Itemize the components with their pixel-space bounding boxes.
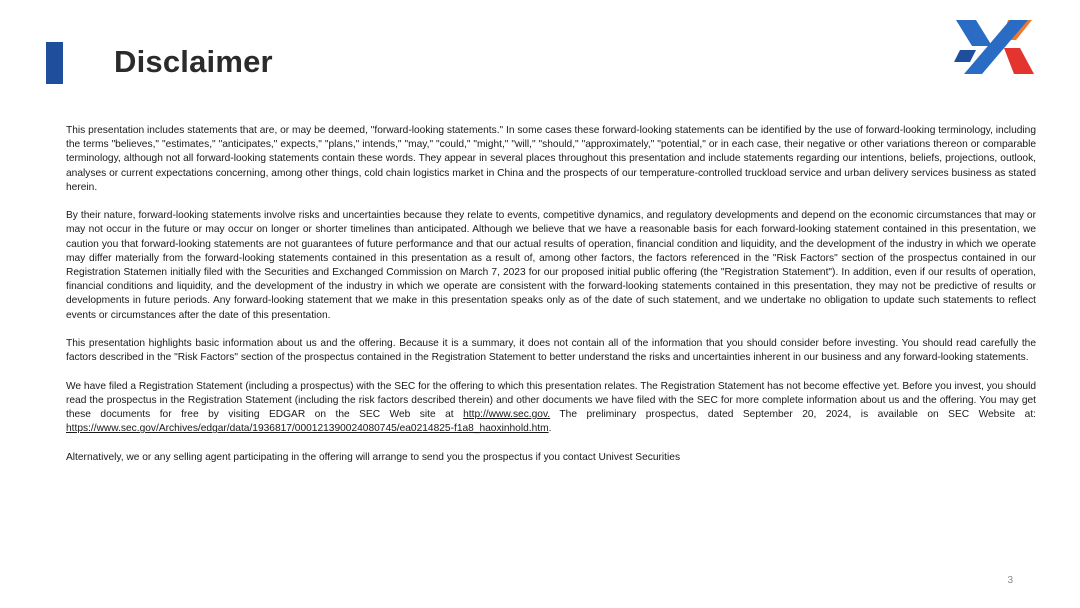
paragraph-registration (66, 380, 1036, 437)
page-number: 3 (1007, 575, 1013, 586)
paragraph-summary: This presentation highlights basic information about us and the offering. Because it is a summary, it does not contain all of the information that you should consider before investing. You should read carefully the factors described in the "Risk Factors" section of the prospectus contained in the Registration Statement to better understand the risks and uncertainties inherent in our business and any forward-looking statements. (66, 338, 1036, 364)
title-accent-bar (46, 42, 63, 84)
sec-website-link[interactable]: http://www.sec.gov. (463, 409, 551, 421)
hx-monogram-logo-icon (952, 18, 1036, 76)
registration-text-2: The preliminary prospectus, dated September 20, 2024, is available on SEC Website at: (550, 409, 1036, 421)
registration-text-1: We have filed a Registration Statement (including a prospectus) with the SEC for the offering to which this presentation relates. The Registration Statement has not become effective yet. Before you invest, you should read the prospectus in the Registration Statement (including the risk factors described therein) and other documents we have filed with the SEC for more complete information about us and the offering. You may get these documents for free by visiting EDGAR on the SEC Web site at (66, 380, 1036, 421)
prospectus-link[interactable]: https://www.sec.gov/Archives/edgar/data/1936817/000121390024080745/ea0214825-f1a8_haoxinhold.htm (66, 423, 549, 435)
paragraph-selling-agent: Alternatively, we or any selling agent participating in the offering will arrange to send you the prospectus if you contact Univest Securities (66, 451, 681, 463)
disclaimer-body (66, 124, 1036, 479)
registration-text-3: . (548, 423, 552, 435)
paragraph-forward-looking: This presentation includes statements that are, or may be deemed, "forward-looking statements." In some cases these forward-looking statements can be identified by the use of forward-looking terminology, including the terms "believes," "estimates," "anticipates," expects," "plans," intends," "may," "could," "might," "will," "should," "approximately," "potential," or in each case, their negative or other variations thereon or comparable terminology, although not all forward-looking statements contain these words. They appear in several places throughout this presentation and include statements regarding our intentions, beliefs, projections, outlook, analyses or current expectations concerning, among other things, cold chain logistics market in China and the prospects of our temperature-controlled truckload service and urban delivery services business as stated herein. (66, 125, 1036, 193)
paragraph-risks: By their nature, forward-looking statements involve risks and uncertainties because they relate to events, competitive dynamics, and regulatory developments and depend on the economic circumstances that may or may not occur in the future or may occur on longer or shorter timelines than anticipated. Although we believe that we have a reasonable basis for each forward-looking statement contained in this presentation, we caution you that forward-looking statements are not guarantees of future performance and that our actual results of operation, financial condition and liquidity, and the development of the industry in which we operate may differ materially from the forward-looking statements contained in this presentation as a result of, among other factors, the factors referenced in the "Risk Factors" section of the prospectus contained in our Registration Statemen initially filed with the Securities and Exchanged Commission on March 7, 2023 for our proposed initial public offering (the "Registration Statement"). In addition, even if our results of operation, financial conditions and liquidity, and the development of the industry in which we operate are consistent with the forward-looking statements contained in this presentation, they may not be predictive of results or developments in future periods. Any forward-looking statement that we make in this presentation speaks only as of the date of such statement, and we undertake no obligation to update such statements to reflect events or circumstances after the date of this presentation. (66, 210, 1036, 321)
page-title: Disclaimer (114, 44, 273, 79)
